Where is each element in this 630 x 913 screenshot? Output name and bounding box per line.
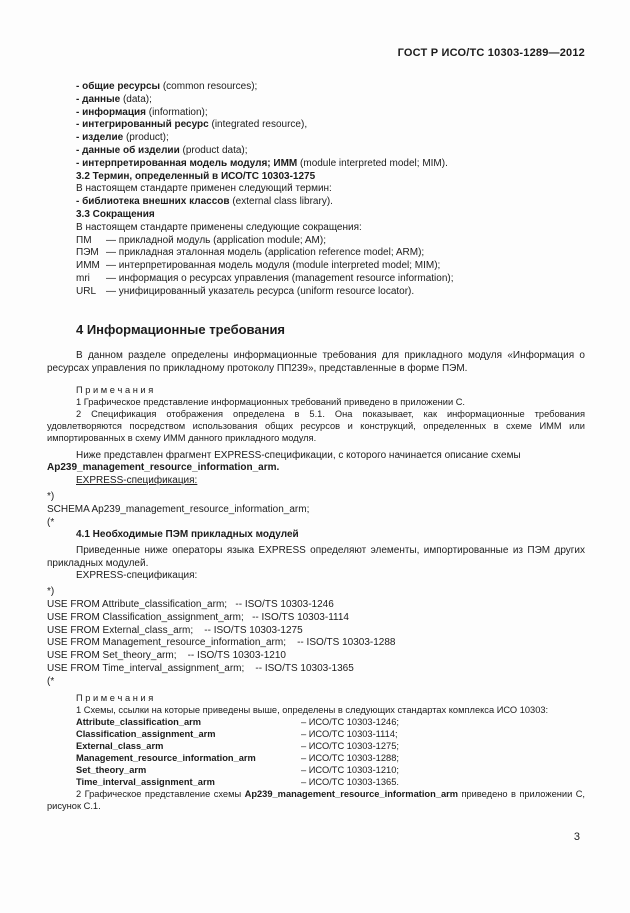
use-from-line: USE FROM Management_resource_information_arm; -- ISO/TS 10303-1288 [47, 637, 396, 649]
term-item: - данные об изделии (product data); [76, 144, 248, 156]
abbreviation-item: ИММ — интерпретированная модель модуля (module interpreted model; MIM); [76, 260, 441, 272]
term-item: - данные (data); [76, 93, 152, 105]
terms-list [47, 81, 585, 299]
reference-row: Time_interval_assignment_arm – ИСО/ТС 10303-1365. [76, 776, 399, 787]
abbreviation-item: URL — унифицированный указатель ресурса (uniform resource locator). [76, 285, 415, 297]
schema-line: SCHEMA Ap239_management_resource_information_arm; [47, 503, 310, 515]
note-2: 2 Графическое представление схемы Ap239_management_resource_information_arm приведено в приложении С, рисунок С.1. [47, 788, 585, 811]
schema-reference-table [76, 716, 399, 788]
term-item: - интерпретированная модель модуля; ИММ (module interpreted model; MIM). [76, 157, 448, 169]
section-4-title: 4 Информационные требования [76, 322, 286, 337]
note-1: 1 Схемы, ссылки на которые приведены выше, определены в следующих стандартах комплекса ИСО 10303: [76, 704, 549, 715]
note-1: 1 Графическое представление информационных требований приведено в приложении С. [76, 396, 466, 407]
express-label: EXPRESS-спецификация: [76, 475, 198, 487]
page-number: 3 [573, 831, 580, 843]
use-from-line: USE FROM Classification_assignment_arm; -- ISO/TS 10303-1114 [47, 611, 349, 623]
abbreviation-item: ПМ — прикладной модуль (application module; AM); [76, 234, 326, 246]
reference-row: Set_theory_arm – ИСО/ТС 10303-1210; [76, 764, 399, 775]
use-from-line: USE FROM External_class_arm; -- ISO/TS 10303-1275 [47, 624, 303, 636]
note-2: 2 Спецификация отображения определена в 5.1. Она показывает, как информационные требования удовлетворяются посредством использования общих ресурсов и конструкций, определенных в схеме ИММ или импортированных в схему ИММ данного прикладного модуля. [47, 408, 585, 443]
reference-row: Attribute_classification_arm – ИСО/ТС 10303-1246; [76, 716, 399, 727]
section-4-paragraph: В данном разделе определены информационные требования для прикладного модуля «Информация о ресурсах управления по прикладному протоколу ПП239», представленные в форме ПЭМ. [47, 350, 585, 374]
code-close-comment: (* [47, 516, 55, 528]
section-3-2-title: 3.2 Термин, определенный в ИСО/ТС 10303-1275 [76, 170, 316, 182]
section-3-3-title: 3.3 Сокращения [76, 208, 155, 220]
term-item: - общие ресурсы (common resources); [76, 81, 258, 92]
section-3-3-intro: В настоящем стандарте применены следующие сокращения: [76, 221, 362, 233]
reference-row: Management_resource_information_arm – ИСО/ТС 10303-1288; [76, 752, 399, 763]
fragment-intro: Ниже представлен фрагмент EXPRESS-спецификации, с которого начинается описание схемы Ap239_management_resource_information_arm. [47, 449, 521, 474]
notes-heading: П р и м е ч а н и я [76, 384, 154, 395]
abbreviation-item: ПЭМ — прикладная эталонная модель (application reference model; ARM); [76, 247, 425, 259]
notes-heading: П р и м е ч а н и я [76, 692, 154, 703]
reference-row: Classification_assignment_arm – ИСО/ТС 10303-1114; [76, 728, 398, 739]
use-from-line: USE FROM Time_interval_assignment_arm; -- ISO/TS 10303-1365 [47, 662, 354, 674]
section-4-1-title: 4.1 Необходимые ПЭМ прикладных модулей [76, 529, 299, 540]
abbreviation-item: mri — информация о ресурсах управления (management resource information); [76, 272, 454, 284]
express-label: EXPRESS-спецификация: [76, 570, 198, 582]
term-item: - библиотека внешних классов (external class library). [76, 196, 333, 208]
code-open-comment: *) [47, 586, 55, 598]
section-4-1 [47, 529, 585, 812]
code-open-comment: *) [47, 490, 55, 502]
standard-code-header: ГОСТ Р ИСО/ТС 10303-1289—2012 [397, 47, 585, 59]
section-4 [47, 322, 585, 529]
use-from-line: USE FROM Set_theory_arm; -- ISO/TS 10303-1210 [47, 650, 286, 662]
section-3-2-intro: В настоящем стандарте применен следующий термин: [76, 183, 332, 195]
reference-row: External_class_arm – ИСО/ТС 10303-1275; [76, 740, 399, 751]
term-item: - интегрированный ресурс (integrated resource), [76, 119, 308, 131]
term-item: - информация (information); [76, 106, 208, 118]
section-4-1-paragraph: Приведенные ниже операторы языка EXPRESS определяют элементы, импортированные из ПЭМ других прикладных модулей. [47, 544, 585, 569]
code-close-comment: (* [47, 675, 55, 687]
use-from-line: USE FROM Attribute_classification_arm; -- ISO/TS 10303-1246 [47, 598, 334, 610]
term-item: - изделие (product); [76, 132, 169, 144]
